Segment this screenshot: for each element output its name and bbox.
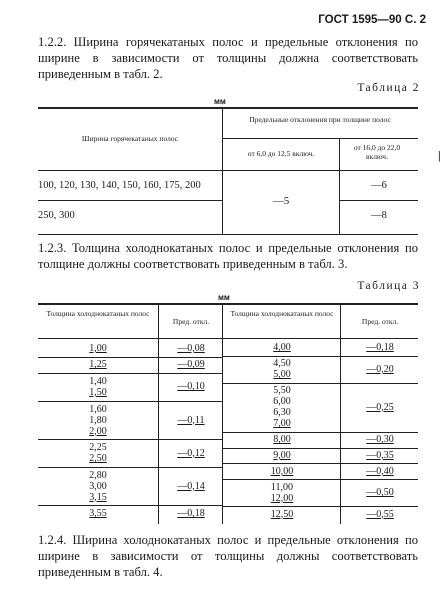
- table-2-row-1-dev2: —6: [371, 180, 387, 191]
- table-3-right-deviation: —0,40: [366, 465, 394, 477]
- table-3-left-deviation: —0,11: [177, 414, 205, 426]
- table-3-right-thickness: 11,00: [270, 481, 294, 493]
- table-3-right-row-rule: [223, 479, 418, 480]
- table-3-left-deviation: —0,08: [177, 342, 205, 354]
- table-3-right-deviation: —0,55: [366, 508, 394, 520]
- table-3-right-thickness: 4,50: [273, 358, 291, 370]
- table-3-right-row-rule: [223, 383, 418, 384]
- table-3-left-deviation: —0,09: [177, 359, 205, 371]
- table-3-caption: Таблица 3: [357, 280, 420, 292]
- table-3-right-thickness: 5,50: [273, 385, 291, 397]
- paragraph-1-2-4: 1.2.4. Ширина холоднокатаных полос и предельные отклонения по ширине в зависимости от толщины должны соответствовать приведенным в табл. 4.: [38, 533, 418, 579]
- table-2-sub-rule: [223, 138, 418, 139]
- table-2-header-rule: [38, 170, 418, 171]
- table-3-right-thickness: 6,30: [273, 407, 291, 419]
- table-2-row-rule-right: [340, 200, 418, 201]
- table-3-right-row-rule: [223, 432, 418, 433]
- table-3-left-deviation: —0,10: [177, 381, 205, 393]
- table-3-header-dev-left: Пред. откл.: [172, 317, 210, 326]
- table-3-right-thickness: 6,00: [273, 396, 291, 408]
- table-3-left-thickness: 1,50: [89, 386, 107, 398]
- table-2-header-width: Ширина горячекатаных полос: [81, 134, 179, 143]
- table-2-subheader-2: от 16,0 до 22,0 включ.: [353, 143, 401, 161]
- table-3-right-deviation: —0,18: [366, 342, 394, 354]
- table-3-right-thickness: 8,00: [273, 434, 291, 446]
- margin-mark: |: [438, 148, 441, 162]
- table-3-right-thickness: 9,00: [273, 449, 291, 461]
- table-2-row-2-dev2: —8: [371, 210, 387, 221]
- table-3-left-row-rule: [38, 467, 222, 468]
- table-2-row-rule: [38, 200, 222, 201]
- table-3-col-divider-3: [340, 304, 341, 524]
- table-3-right-thickness: 7,00: [273, 418, 291, 430]
- table-2-col-divider: [222, 108, 223, 234]
- table-3-right-thickness: 12,00: [270, 492, 294, 504]
- table-3-right-deviation: —0,30: [366, 434, 394, 446]
- table-2-top-rule: [38, 107, 418, 109]
- table-3-col-divider-1: [158, 304, 159, 524]
- table-3-left-thickness: 1,25: [89, 359, 107, 371]
- table-3-left-row-rule: [38, 439, 222, 440]
- table-3-right-deviation: —0,35: [366, 449, 394, 461]
- table-3-left-deviation: —0,12: [177, 447, 205, 459]
- table-2-caption: Таблица 2: [357, 82, 420, 94]
- table-3-left-thickness: 2,80: [89, 469, 107, 481]
- table-2-subheader-1: от 6,0 до 12,5 включ.: [247, 149, 315, 158]
- table-3-left-row-rule: [38, 373, 222, 374]
- paragraph-1-2-2: 1.2.2. Ширина горячекатаных полос и предельные отклонения по ширине в зависимости от толщины должна соответствовать приведенным в табл. 2.: [38, 35, 418, 81]
- table-3-right-row-rule: [223, 506, 418, 507]
- table-3-right-thickness: 5,00: [273, 369, 291, 381]
- table-3-header-thickness-left: Толщина холоднокатаных полос: [46, 309, 150, 318]
- table-3-left-thickness: 3,00: [89, 480, 107, 492]
- table-3-left-thickness: 3,55: [89, 508, 107, 520]
- table-3-right-thickness: 12,50: [270, 508, 294, 520]
- table-3-left-thickness: 2,25: [89, 442, 107, 454]
- table-3-right-deviation: —0,50: [366, 487, 394, 499]
- table-3-right-row-rule: [223, 463, 418, 464]
- table-3-header-rule: [38, 338, 418, 339]
- page-header: ГОСТ 1595—90 С. 2: [318, 14, 426, 26]
- table-3-left-thickness: 2,50: [89, 453, 107, 465]
- table-3-header-thickness-right: Толщина холоднокатаных полос: [230, 309, 334, 318]
- table-3-left-row-rule: [38, 357, 222, 358]
- table-3-col-divider-2: [222, 304, 223, 524]
- table-3-right-thickness: 4,00: [273, 342, 291, 354]
- table-2-unit: мм: [214, 97, 226, 106]
- table-3-right-thickness: 10,00: [270, 465, 294, 477]
- table-3-right-deviation: —0,20: [366, 363, 394, 375]
- table-3-unit: мм: [218, 293, 230, 302]
- table-3-header-dev-right: Пред. откл.: [361, 317, 399, 326]
- table-3-left-thickness: 3,15: [89, 491, 107, 503]
- table-3-left-deviation: —0,14: [177, 480, 205, 492]
- table-3-left-thickness: 1,80: [89, 414, 107, 426]
- table-2-dev1-merged: —5: [272, 195, 290, 207]
- table-3-top-rule: [38, 303, 418, 305]
- table-3-left-thickness: 1,00: [89, 342, 107, 354]
- table-3-right-deviation: —0,25: [366, 401, 394, 413]
- table-3-left-thickness: 1,60: [89, 403, 107, 415]
- table-2-row-1-width: 100, 120, 130, 140, 150, 160, 175, 200: [38, 180, 201, 191]
- table-3-right-row-rule: [223, 356, 418, 357]
- table-3-left-row-rule: [38, 505, 222, 506]
- table-3-left-deviation: —0,18: [177, 508, 205, 520]
- table-2-bottom-rule: [38, 234, 418, 235]
- table-2-header-deviation: Предельные отклонения при толщине полос: [249, 115, 391, 124]
- table-2-row-2-width: 250, 300: [38, 210, 75, 221]
- table-3-left-thickness: 1,40: [89, 375, 107, 387]
- paragraph-1-2-3: 1.2.3. Толщина холоднокатаных полос и предельные отклонения по толщине должны соответствовать приведенным в табл. 3.: [38, 241, 418, 271]
- table-3-left-thickness: 2,00: [89, 425, 107, 437]
- table-3-right-row-rule: [223, 448, 418, 449]
- table-3-left-row-rule: [38, 401, 222, 402]
